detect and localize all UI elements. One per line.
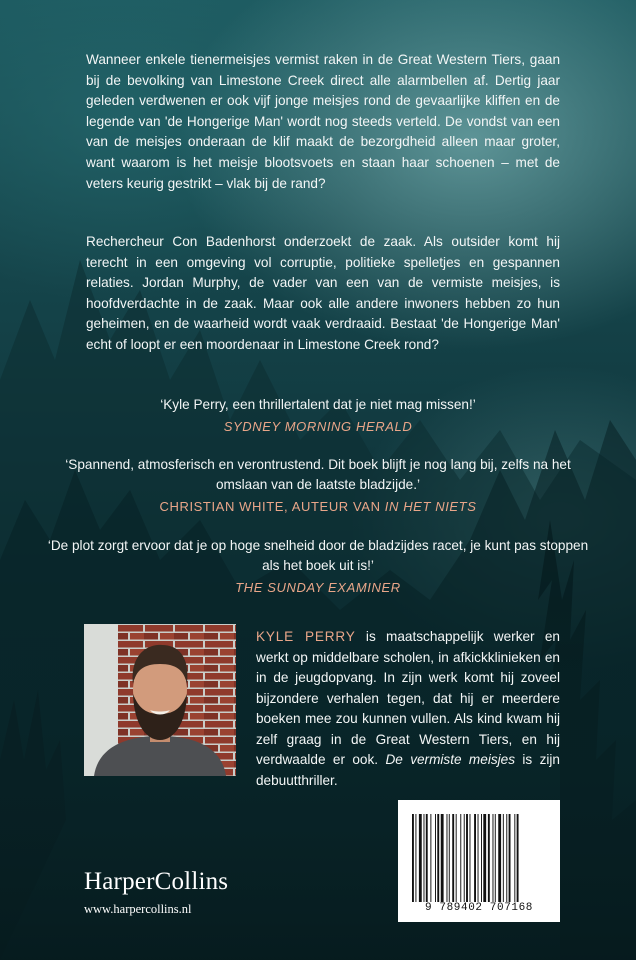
barcode-bars [410,814,550,902]
review-source-lead: CHRISTIAN WHITE, AUTEUR VAN [159,499,385,514]
review-quote: ‘De plot zorgt ervoor dat je op hoge snelheid door de bladzijdes racet, je kunt pas stoppen als het boek uit is!’ [47,538,589,573]
blurb-paragraph-1: Wanneer enkele tienermeisjes vermist raken in de Great Western Tiers, gaan bij de bevolking van Limestone Creek direct alle alarmbellen af. Dertig jaar geleden verdwenen er ook vijf jonge meisjes rond de gevaarlijke kliffen en de legende van 'de Hongerige Man' wordt nog steeds verteld. De vondst van een van de meisjes onderaan de klif maakt de bezorgdheid alleen maar groter, want waarom is het meisje blootsvoets en staan haar schoenen – met de veters keurig gestrikt – vlak bij de rand? [86,52,560,191]
isbn-number: 9 789402 707168 [424,902,534,914]
publisher-logo: HarperCollins [84,868,229,895]
review-source-book-title: IN HET NIETS [384,499,477,514]
author-name: KYLE PERRY [256,629,356,644]
author-bio-book-title: De vermiste meisjes [385,752,516,767]
isbn-barcode [398,800,560,922]
review-2 [40,455,596,517]
author-bio [256,627,560,791]
author-bio-end: is zijn debuutthriller. [256,752,560,788]
author-bio-text: is maatschappelijk werker en werkt op middelbare scholen, in afkickklinieken en in de jeugdopvang. In zijn werk komt hij zoveel bijzondere verhalen tegen, dat hij er meerdere boeken mee zou kunnen vullen. Als kind kwam hij zelf graag in de Great Western Tiers, en hij verdwaalde er ook. [256,629,560,767]
publisher-url: www.harpercollins.nl [84,902,192,916]
review-quote: ‘Spannend, atmosferisch en verontrustend. Dit boek blijft je nog lang bij, zelfs na het omslaan van de laatste bladzijde.’ [65,457,571,492]
blurb-paragraph-2: Rechercheur Con Badenhorst onderzoekt de zaak. Als outsider komt hij terecht in een omgeving vol corruptie, politieke spelletjes en gespannen relaties. Jordan Murphy, de vader van een van de vermiste meisjes, is hoofdverdachte in de zaak. Maar ook alle andere inwoners hebben zo hun geheimen, en de waarheid wordt vaak verdraaid. Bestaat 'de Hongerige Man' echt of loopt er een moordenaar in Limestone Creek rond? [86,234,560,352]
review-3 [40,536,596,598]
review-source: SYDNEY MORNING HERALD [223,419,413,434]
author-photo [84,624,236,776]
review-source: THE SUNDAY EXAMINER [235,580,401,595]
review-source [40,497,596,517]
review-1 [40,395,596,437]
review-quote: ‘Kyle Perry, een thrillertalent dat je niet mag missen!’ [160,397,476,412]
